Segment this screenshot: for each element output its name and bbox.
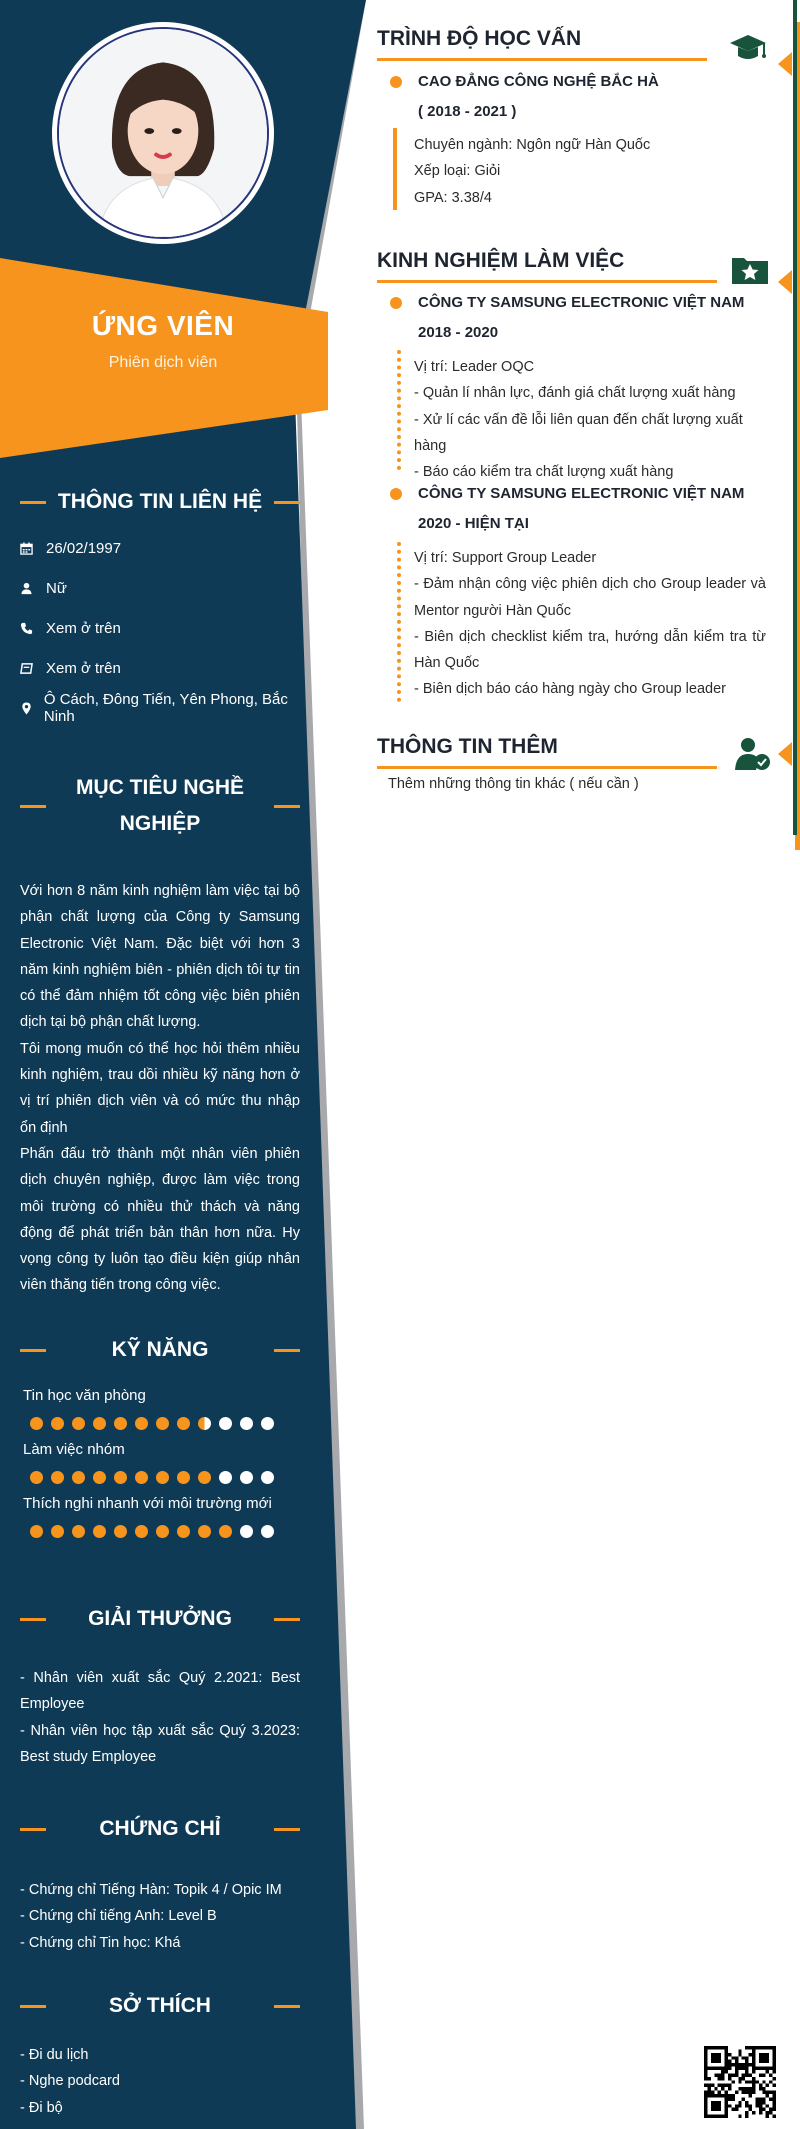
contact-address-text: Ô Cách, Đông Tiến, Yên Phong, Bắc Ninh xyxy=(43,691,288,725)
skill-dot xyxy=(198,1417,211,1430)
hobbies-section xyxy=(20,1988,300,2121)
skill-dot xyxy=(30,1417,43,1430)
skill-dot xyxy=(156,1525,169,1538)
job-bullet xyxy=(390,488,402,500)
name-block xyxy=(0,310,326,372)
more-info-text: Thêm những thông tin khác ( nếu cần ) xyxy=(388,776,639,792)
education-period: ( 2018 - 2021 ) xyxy=(418,103,517,120)
skill-dot xyxy=(72,1471,85,1484)
certificates-heading-text: CHỨNG CHỈ xyxy=(99,1817,221,1840)
heading-dash-left xyxy=(20,1349,46,1352)
certificate-item: - Chứng chỉ Tin học: Khá xyxy=(20,1934,181,1951)
skill-dot xyxy=(135,1525,148,1538)
certificate-item: - Chứng chỉ tiếng Anh: Level B xyxy=(20,1908,217,1925)
job-detail-line: Vị trí: Support Group Leader xyxy=(414,550,597,566)
job-detail-line: - Xử lí các vấn đề lỗi liên quan đến chất lượng xuất hàng xyxy=(414,411,743,454)
job-detail-line: - Quản lí nhân lực, đánh giá chất lượng xuất hàng xyxy=(414,385,736,402)
education-details xyxy=(414,132,714,211)
more-info-heading-rule xyxy=(377,766,717,769)
more-info-body xyxy=(388,771,728,797)
job-detail-line: - Biên dịch báo cáo hàng ngày cho Group leader xyxy=(414,681,726,698)
skill-dot xyxy=(198,1471,211,1484)
skill-dot xyxy=(114,1471,127,1484)
location-pin-icon xyxy=(20,702,44,715)
email-icon xyxy=(20,662,46,675)
job-detail-line: Vị trí: Leader OQC xyxy=(414,359,535,375)
graduation-cap-icon xyxy=(728,30,768,70)
calendar-icon xyxy=(20,542,46,555)
skill-dot xyxy=(240,1525,253,1538)
heading-dash-left xyxy=(20,805,46,808)
objective-heading-text xyxy=(46,770,274,842)
skill-dot xyxy=(93,1525,106,1538)
skill-dot xyxy=(219,1525,232,1538)
objective-paragraph: Phấn đấu trở thành một nhân viên phiên dịch chuyên nghiệp, được làm việc trong môi trường có nhiều thử thách và năng động để phát triển bản thân hơn nữa. Hy vọng công ty luôn tạo điều kiện giúp nhân viên thăng tiến trong công việc. xyxy=(20,1145,300,1294)
skill-rating xyxy=(20,1516,300,1546)
job-timeline-dots xyxy=(397,350,401,470)
person-icon xyxy=(20,582,46,595)
portrait-photo xyxy=(59,29,267,237)
candidate-name: ỨNG VIÊN xyxy=(91,310,235,341)
qr-code-icon xyxy=(704,2046,776,2118)
skill-dot xyxy=(30,1471,43,1484)
job-detail-line: - Đảm nhận công việc phiên dịch cho Group leader và Mentor người Hàn Quốc xyxy=(414,576,766,619)
skill-dot xyxy=(198,1525,211,1538)
education-bullet xyxy=(390,76,402,88)
skill-dot xyxy=(72,1417,85,1430)
skill-dot xyxy=(240,1471,253,1484)
skill-dot xyxy=(30,1525,43,1538)
skill-rating xyxy=(20,1462,300,1492)
award-item: - Nhân viên học tập xuất sắc Quý 3.2023: Best study Employee xyxy=(20,1722,300,1765)
contact-gender xyxy=(20,568,300,608)
awards-section xyxy=(20,1601,300,1770)
profile-photo-frame xyxy=(52,22,274,244)
contact-phone-text: Xem ở trên xyxy=(46,619,121,637)
contact-birthday-text: 26/02/1997 xyxy=(46,539,122,557)
phone-icon xyxy=(20,622,46,635)
award-item: - Nhân viên xuất sắc Quý 2.2021: Best Employee xyxy=(20,1670,300,1713)
certificates-section xyxy=(20,1811,300,1956)
job-company: CÔNG TY SAMSUNG ELECTRONIC VIỆT NAM xyxy=(418,294,745,311)
skill-dot xyxy=(240,1417,253,1430)
skills-heading-text: KỸ NĂNG xyxy=(111,1338,209,1361)
heading-dash-left xyxy=(20,2005,46,2008)
education-heading xyxy=(377,24,707,61)
skill-dot xyxy=(156,1417,169,1430)
skill-dot xyxy=(51,1471,64,1484)
certificates-heading xyxy=(20,1811,300,1847)
skill-dot xyxy=(135,1417,148,1430)
job-bullet xyxy=(390,297,402,309)
star-folder-icon xyxy=(730,250,770,290)
objective-section xyxy=(20,770,300,1299)
skills-section xyxy=(20,1332,300,1546)
objective-paragraph: Với hơn 8 năm kinh nghiệm làm việc tại bộ phận chất lượng của Công ty Samsung Electronic Việt Nam. Đặc biệt với hơn 3 năm kinh nghiệm biên - phiên dịch tôi tự tin có thể đảm nhiệm tốt công việc biên phiên dịch tại bộ phận chất lượng. xyxy=(20,883,300,1031)
education-grade: Xếp loại: Giỏi xyxy=(414,163,501,180)
contact-gender-text: Nữ xyxy=(46,579,67,597)
certificate-item: - Chứng chỉ Tiếng Hàn: Topik 4 / Opic IM xyxy=(20,1882,282,1898)
job-company: CÔNG TY SAMSUNG ELECTRONIC VIỆT NAM xyxy=(418,485,745,502)
skill-dot xyxy=(135,1471,148,1484)
skill-dot xyxy=(93,1471,106,1484)
skill-rating xyxy=(20,1408,300,1438)
experience-heading xyxy=(377,246,717,283)
skill-name: Làm việc nhóm xyxy=(23,1441,125,1458)
skill-dot xyxy=(261,1417,274,1430)
skill-dot xyxy=(177,1525,190,1538)
heading-dash-right xyxy=(274,1618,300,1621)
heading-dash-left xyxy=(20,1828,46,1831)
job-timeline-dots xyxy=(397,542,401,702)
hobby-item: - Nghe podcard xyxy=(20,2073,120,2090)
contact-address xyxy=(20,688,300,728)
skill-dot xyxy=(177,1471,190,1484)
education-gpa: GPA: 3.38/4 xyxy=(414,189,492,206)
contact-email-text: Xem ở trên xyxy=(46,659,121,677)
profile-photo xyxy=(57,27,269,239)
objective-heading-line-1: MỤC TIÊU NGHỀ xyxy=(76,776,244,799)
hobbies-heading xyxy=(20,1988,300,2024)
skills-heading xyxy=(20,1332,300,1368)
heading-dash-right xyxy=(274,1828,300,1831)
job-period: 2020 - HIỆN TẠI xyxy=(418,515,529,532)
objective-heading xyxy=(20,770,300,842)
skill-dot xyxy=(51,1417,64,1430)
skill-name: Thích nghi nhanh với môi trường mới xyxy=(23,1495,272,1512)
job-detail-line: - Biên dịch checklist kiểm tra, hướng dẫn kiểm tra từ Hàn Quốc xyxy=(414,628,766,672)
experience-heading-text: KINH NGHIỆM LÀM VIỆC xyxy=(377,249,625,272)
skill-dot xyxy=(219,1417,232,1430)
hobbies-heading-text: SỞ THÍCH xyxy=(109,1994,211,2017)
contact-email[interactable] xyxy=(20,648,300,688)
skill-dot xyxy=(261,1525,274,1538)
objective-heading-line-2: NGHIỆP xyxy=(119,812,201,835)
skill-dot xyxy=(51,1525,64,1538)
heading-dash-right xyxy=(274,805,300,808)
heading-dash-right xyxy=(274,501,300,504)
contact-phone[interactable] xyxy=(20,608,300,648)
skill-name: Tin học văn phòng xyxy=(23,1387,146,1404)
hobby-item: - Đi du lịch xyxy=(20,2047,89,2063)
education-major: Chuyên ngành: Ngôn ngữ Hàn Quốc xyxy=(414,137,651,153)
job-details xyxy=(414,354,764,485)
education-heading-text: TRÌNH ĐỘ HỌC VẤN xyxy=(377,27,582,50)
experience-heading-rule xyxy=(377,280,717,283)
heading-dash-left xyxy=(20,1618,46,1621)
job-details xyxy=(414,545,766,703)
job-title: Phiên dịch viên xyxy=(108,354,218,371)
heading-dash-right xyxy=(274,1349,300,1352)
person-check-icon xyxy=(732,734,772,774)
contact-section xyxy=(20,484,300,728)
contact-heading xyxy=(20,484,300,520)
skill-dot xyxy=(156,1471,169,1484)
skill-dot xyxy=(72,1525,85,1538)
heading-dash-left xyxy=(20,501,46,504)
more-info-heading-text: THÔNG TIN THÊM xyxy=(377,735,558,758)
skill-dot xyxy=(219,1471,232,1484)
skill-dot xyxy=(261,1471,274,1484)
hobby-item: - Đi bộ xyxy=(20,2099,63,2116)
education-school: CAO ĐẲNG CÔNG NGHỆ BẮC HÀ xyxy=(418,73,659,90)
awards-heading-text: GIẢI THƯỞNG xyxy=(88,1607,232,1630)
education-timeline-bar xyxy=(393,128,397,210)
heading-dash-right xyxy=(274,2005,300,2008)
contact-birthday xyxy=(20,528,300,568)
more-info-heading xyxy=(377,732,717,769)
contact-heading-text: THÔNG TIN LIÊN HỆ xyxy=(57,490,263,513)
job-detail-line: - Báo cáo kiểm tra chất lượng xuất hàng xyxy=(414,464,674,481)
objective-paragraph: Tôi mong muốn có thể học hỏi thêm nhiều kinh nghiệm, trau dồi nhiều kỹ năng hơn ở vị trí phiên dịch viên và có mức thu nhập ổn định xyxy=(20,1040,300,1136)
skill-dot xyxy=(93,1417,106,1430)
awards-heading xyxy=(20,1601,300,1637)
skill-dot xyxy=(114,1525,127,1538)
job-period: 2018 - 2020 xyxy=(418,324,499,341)
education-heading-rule xyxy=(377,58,707,61)
skill-dot xyxy=(114,1417,127,1430)
skill-dot xyxy=(177,1417,190,1430)
